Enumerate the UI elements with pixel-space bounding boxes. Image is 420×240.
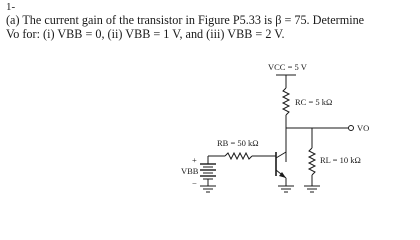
rl-label: RL = 10 kΩ — [320, 155, 361, 165]
rc-resistor — [283, 88, 289, 115]
vbb-minus-sign: − — [192, 178, 197, 188]
vbb-plus-sign: + — [192, 155, 197, 165]
question-number: 1- — [6, 1, 16, 13]
output-terminal — [349, 126, 354, 131]
vcc-label: VCC = 5 V — [268, 62, 307, 72]
rl-resistor — [309, 148, 315, 175]
vbb-label: VBB — [181, 166, 199, 176]
problem-line-1: (a) The current gain of the transistor in Figure P5.33 is β = 75. Determine — [6, 13, 365, 27]
rb-label: RB = 50 kΩ — [217, 138, 259, 148]
rb-resistor — [225, 153, 252, 159]
rc-label: RC = 5 kΩ — [295, 97, 333, 107]
vo-label: VO — [357, 123, 370, 133]
problem-line-2: Vo for: (i) VBB = 0, (ii) VBB = 1 V, and (iii) VBB = 2 V. — [6, 27, 285, 41]
transistor-collector — [276, 152, 286, 158]
